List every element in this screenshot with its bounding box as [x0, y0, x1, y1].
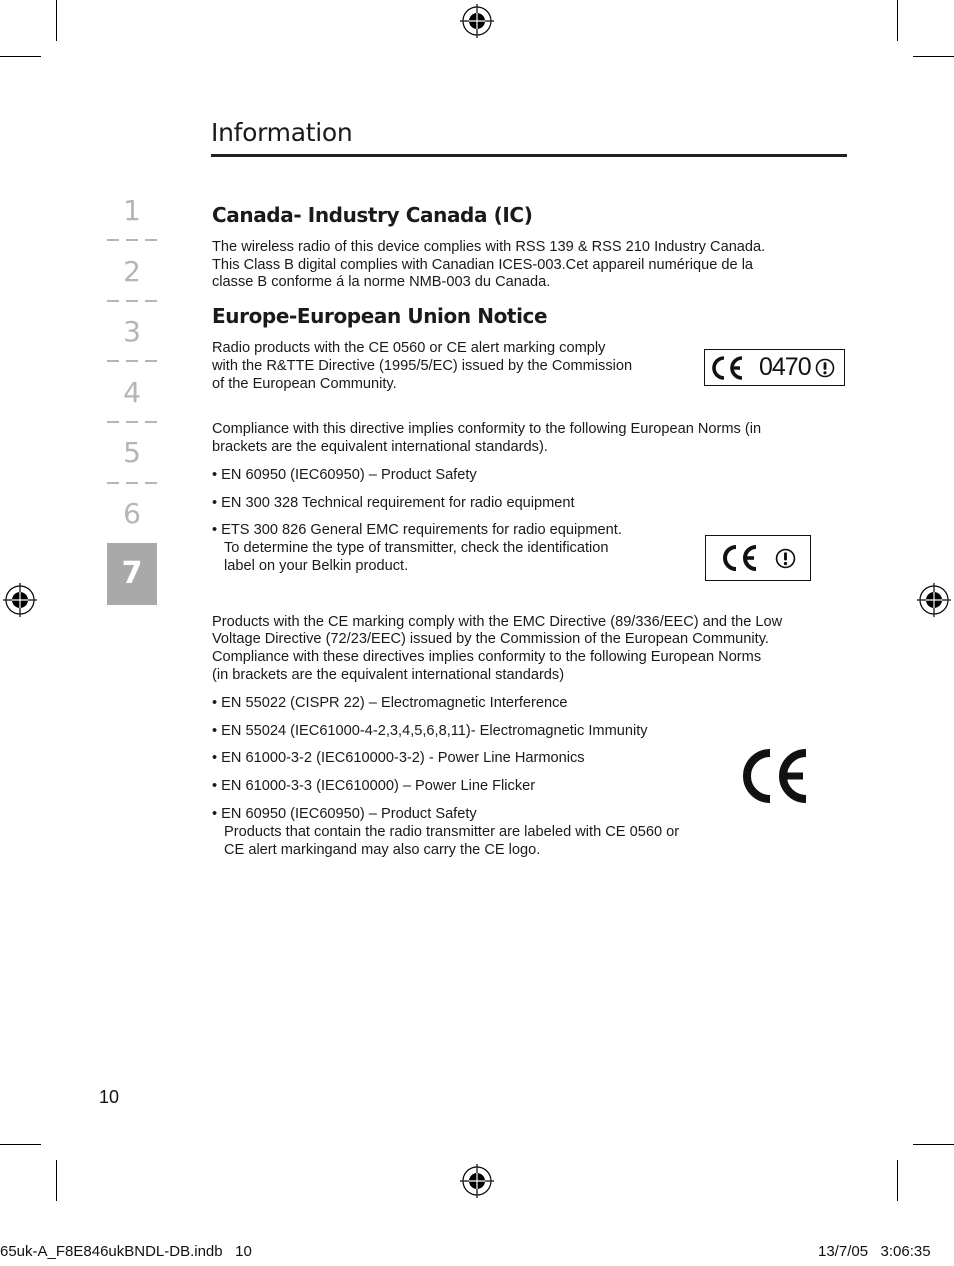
print-slug-filename: 65uk-A_F8E846ukBNDL-DB.indb 10 [0, 1243, 252, 1260]
alert-exclamation-icon [775, 548, 796, 569]
alert-exclamation-icon [815, 358, 835, 378]
registration-mark-icon-left [3, 583, 37, 617]
crop-mark-top-left-v [56, 0, 57, 41]
chapter-tab-3[interactable]: 3 [123, 315, 141, 348]
bullet-en-300-328: • EN 300 328 Technical requirement for radio equipment [212, 495, 575, 511]
crop-mark-top-right-h [913, 56, 954, 57]
ce-0470-alert-mark [704, 349, 845, 386]
bullet-ets-300-826 [212, 521, 622, 575]
canada-line-1: The wireless radio of this device complies with RSS 139 & RSS 210 Industry Canada. [212, 239, 766, 255]
ce-logo-icon [740, 745, 810, 807]
ce-mark-icon [709, 354, 745, 382]
ce-notified-body-number: 0470 [759, 353, 811, 381]
print-slug-timestamp: 13/7/05 3:06:35 [818, 1243, 931, 1260]
chapter-tab-divider [107, 239, 157, 241]
bullet-last-cont-2: CE alert markingand may also carry the CE logo. [224, 842, 541, 858]
chapter-tab-divider [107, 482, 157, 484]
crop-mark-bottom-right-v [897, 1160, 898, 1201]
emc-line-1: Products with the CE marking comply with the EMC Directive (89/336/EEC) and the Low [212, 614, 783, 630]
compliance-line-1: Compliance with this directive implies conformity to the following European Norms (in [212, 421, 762, 437]
chapter-tab-2[interactable]: 2 [123, 255, 141, 288]
chapter-tab-1[interactable]: 1 [123, 194, 141, 227]
bullet-ets-cont-1: To determine the type of transmitter, check the identification [224, 540, 609, 556]
chapter-tab-5[interactable]: 5 [123, 436, 141, 469]
europe-intro-line-1: Radio products with the CE 0560 or CE alert marking comply [212, 340, 606, 356]
canada-heading: Canada- Industry Canada (IC) [212, 203, 533, 227]
crop-mark-bottom-left-v [56, 1160, 57, 1201]
emc-line-4: (in brackets are the equivalent international standards) [212, 667, 565, 683]
page-number: 10 [99, 1087, 120, 1107]
chapter-tab-6[interactable]: 6 [123, 497, 141, 530]
chapter-tab-divider [107, 360, 157, 362]
chapter-tab-7-label: 7 [121, 556, 143, 591]
bullet-last-first-line: • EN 60950 (IEC60950) – Product Safety [212, 806, 477, 822]
canada-line-3: classe B conforme á la norme NMB-003 du Canada. [212, 274, 551, 290]
title-divider [211, 154, 847, 157]
chapter-tab-7-active[interactable] [107, 543, 157, 605]
crop-mark-bottom-left-h [0, 1144, 41, 1145]
crop-mark-bottom-right-h [913, 1144, 954, 1145]
registration-mark-icon-top [460, 4, 494, 38]
bullet-en-61000-3-2: • EN 61000-3-2 (IEC610000-3-2) - Power Line Harmonics [212, 750, 585, 766]
bullet-en-60950: • EN 60950 (IEC60950) – Product Safety [212, 467, 477, 483]
bullet-ets-first-line: • ETS 300 826 General EMC requirements for radio equipment. [212, 522, 622, 538]
europe-intro-line-2: with the R&TTE Directive (1995/5/EC) issued by the Commission [212, 358, 633, 374]
registration-mark-icon-bottom [460, 1164, 494, 1198]
registration-mark-icon-right [917, 583, 951, 617]
chapter-tab-divider [107, 300, 157, 302]
canada-line-2: This Class B digital complies with Canadian ICES-003.Cet appareil numérique de la [212, 257, 754, 273]
bullet-en-61000-3-3: • EN 61000-3-3 (IEC610000) – Power Line Flicker [212, 778, 536, 794]
bullet-ets-cont-2: label on your Belkin product. [224, 558, 409, 574]
crop-mark-top-left-h [0, 56, 41, 57]
compliance-line-2: brackets are the equivalent international standards). [212, 439, 548, 455]
bullet-last-cont-1: Products that contain the radio transmitter are labeled with CE 0560 or [224, 824, 680, 840]
bullet-en-55024: • EN 55024 (IEC61000-4-2,3,4,5,6,8,11)- Electromagnetic Immunity [212, 723, 648, 739]
bullet-en-60950-safety [212, 805, 679, 859]
ce-mark-icon [719, 542, 759, 574]
bullet-en-55022: • EN 55022 (CISPR 22) – Electromagnetic Interference [212, 695, 568, 711]
europe-heading: Europe-European Union Notice [212, 304, 548, 328]
crop-mark-top-right-v [897, 0, 898, 41]
chapter-tab-4[interactable]: 4 [123, 376, 141, 409]
ce-alert-mark [705, 535, 811, 581]
page-title: Information [211, 118, 353, 147]
emc-line-2: Voltage Directive (72/23/EEC) issued by the Commission of the European Community. [212, 631, 769, 647]
chapter-tab-divider [107, 421, 157, 423]
europe-intro-line-3: of the European Community. [212, 376, 397, 392]
emc-line-3: Compliance with these directives implies conformity to the following European Norms [212, 649, 762, 665]
